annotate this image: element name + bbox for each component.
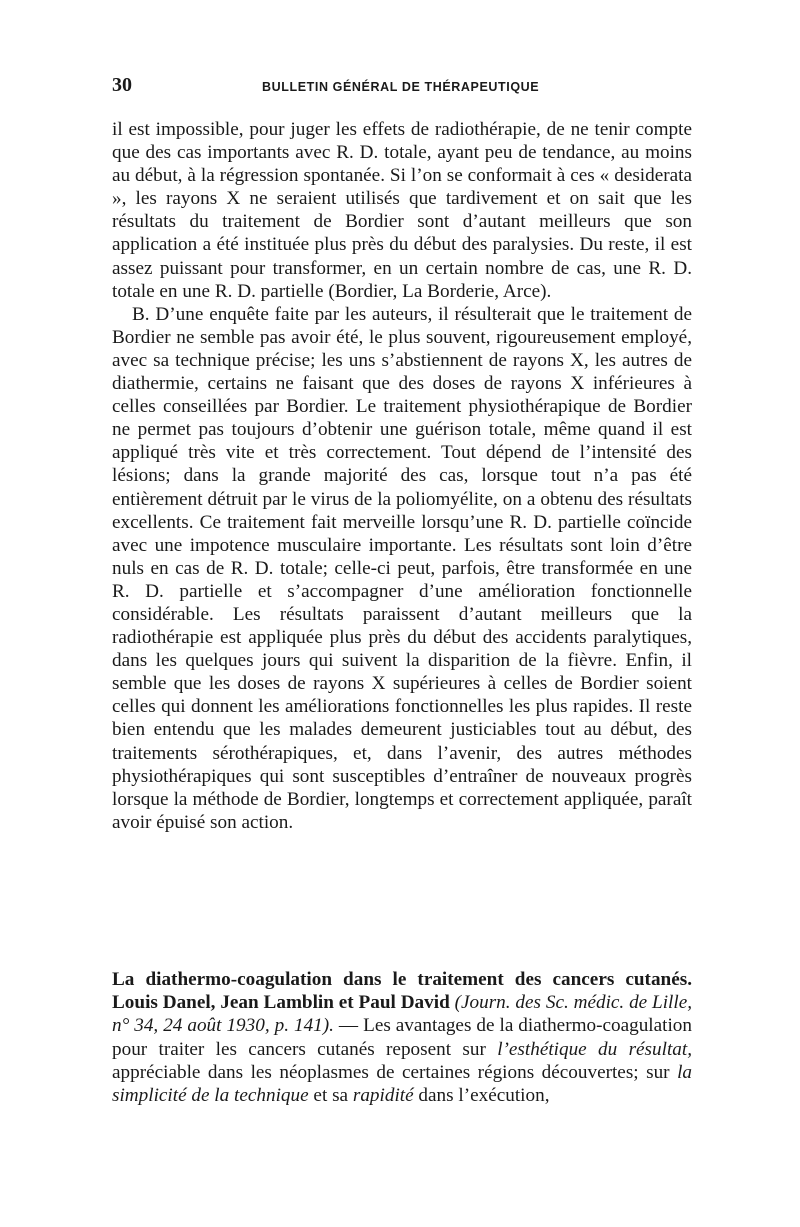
- abstract-emphasis-2: la simplicité de la technique: [112, 1061, 692, 1107]
- body-paragraph-2: B. D’une enquête faite par les auteurs, il résulterait que le traitement de Bordier ne semble pas avoir été, le plus souvent, rigoureusement employé, avec sa technique précise; les uns s’abstiennent de rayons X, les autres de diathermie, certains ne faisant que des doses de rayons X inférieures à celles conseillées par Bordier. Le traitement physiothérapique de Bordier ne permet pas toujours d’obtenir une guérison totale, même quand il est appliqué très vite et très correctement. Tout dépend de l’intensité des lésions; dans la grande majorité des cas, lorsque tout n’a pas été entièrement détruit par le virus de la poliomyélite, on a obtenu des résultats excellents. Ce traitement fait merveille lorsqu’une R. D. partielle coïncide avec une impotence musculaire importante. Les résultats sont loin d’être nuls en cas de R. D. totale; celle-ci peut, parfois, être transformée en une R. D. partielle et s’accompagner d’une amélioration fonctionnelle considérable. Les résultats paraissent d’autant meilleurs que la radiothérapie est appliquée plus près du début des accidents paralytiques, dans les quelques jours qui suivent la disparition de la fièvre. Enfin, il semble que les doses de rayons X supérieures à celles de Bordier soient celles qui donnent les améliorations fonctionnelles les plus rapides. Il reste bien entendu que les malades demeurent justiciables tout au début, des traitements sérothérapiques, et, dans l’avenir, des autres méthodes physiothérapiques qui sont susceptibles d’entraîner de nouveaux progrès lorsque la méthode de Bordier, longtemps et correctement appliquée, paraît avoir épuisé son action.: [112, 303, 692, 833]
- body-paragraph-1: il est impossible, pour juger les effets de radiothérapie, de ne tenir compte que des cas importants avec R. D. totale, ayant peu de tendance, au moins au début, à la régression spontanée. Si l’on se conformait à ces « desiderata », les rayons X ne seraient utilisés que tardivement et on sait que les résultats du traitement de Bordier sont d’autant meilleurs que son application a été instituée plus près du début des paralysies. Du reste, il est assez puissant pour transformer, en un certain nombre de cas, une R. D. totale en une R. D. partielle (Bordier, La Borderie, Arce).: [112, 119, 692, 302]
- abstract-citation: (Journ. des Sc. médic. de Lille, n° 34, 24 août 1930, p. 141).: [112, 992, 693, 1037]
- page-header: [112, 74, 692, 102]
- abstract-dash: —: [333, 1015, 364, 1037]
- abstract-text-1: Les avantages de la diathermo-coagulation pour traiter les cancers cutanés reposent sur: [112, 1015, 692, 1060]
- abstract-paragraph: [112, 968, 692, 1107]
- abstract-text-4: dans l’exécution,: [413, 1085, 550, 1107]
- running-title: BULLETIN GÉNÉRAL DE THÉRAPEUTIQUE: [262, 80, 540, 94]
- article-body: [112, 118, 692, 834]
- page-number: 30: [112, 74, 132, 96]
- abstract-emphasis-3: rapidité: [352, 1085, 414, 1107]
- abstract-text-3: et sa: [308, 1085, 353, 1107]
- abstract-section: [112, 968, 692, 1107]
- abstract-emphasis-1: l’esthétique du résultat,: [497, 1038, 692, 1060]
- abstract-title: La diathermo-coagulation dans le traitement des cancers cutanés. Louis Danel, Jean Lamblin et Paul David: [112, 969, 692, 1014]
- abstract-text-2: appréciable dans les néoplasmes de certaines régions découvertes; sur: [112, 1061, 678, 1083]
